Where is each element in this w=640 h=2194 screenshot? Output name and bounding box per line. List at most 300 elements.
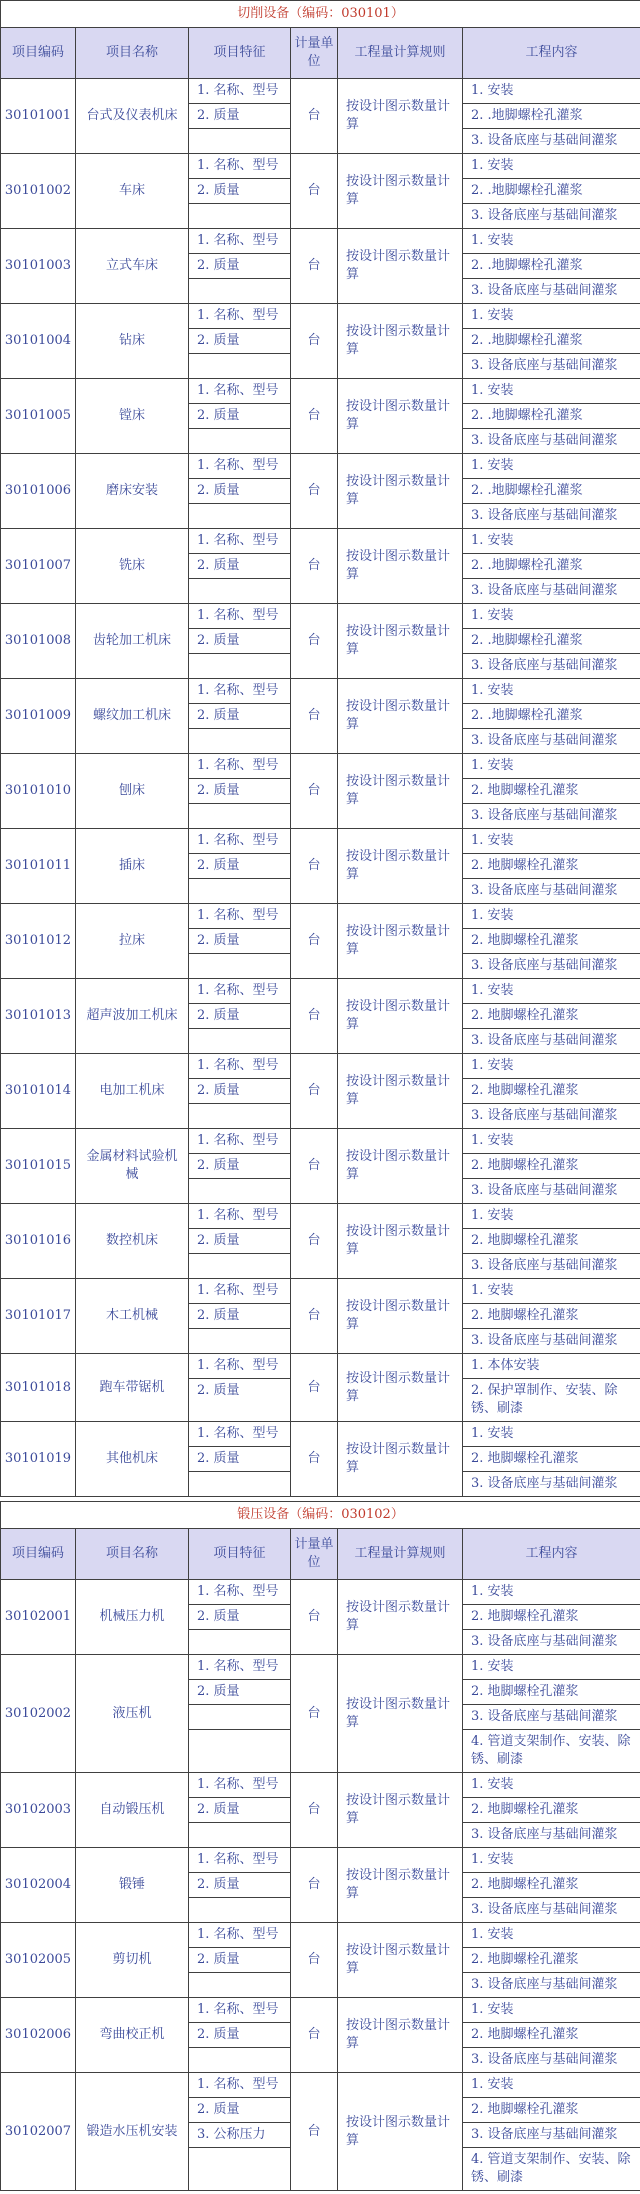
feature-line: 2. 质量 [189, 1605, 290, 1630]
item-unit: 台 [291, 154, 338, 229]
content-line: 3. 设备底座与基础间灌浆 [471, 1108, 618, 1123]
table-row [1, 604, 640, 679]
feature-line: 1. 名称、型号 [189, 604, 290, 629]
item-features [189, 454, 291, 529]
content-line: 2. .地脚螺栓孔灌浆 [463, 479, 640, 504]
table-row [1, 1354, 640, 1422]
item-code: 30101013 [1, 979, 76, 1054]
table-row [1, 904, 640, 979]
item-unit: 台 [291, 1848, 338, 1923]
content-line: 1. 安装 [463, 154, 640, 179]
table-row [1, 1655, 640, 1773]
content-line: 1. 安装 [463, 979, 640, 1004]
table-row [1, 79, 640, 154]
table-row [1, 1998, 640, 2073]
table-row [1, 1848, 640, 1923]
table-row [1, 1129, 640, 1204]
item-rule: 按设计图示数量计算 [338, 229, 463, 304]
feature-line: 2. 质量 [189, 779, 290, 804]
item-features [189, 979, 291, 1054]
feature-line: 1. 名称、型号 [189, 229, 290, 254]
item-rule: 按设计图示数量计算 [338, 1998, 463, 2073]
column-header-unit: 计量单位 [291, 28, 338, 79]
header-row [1, 1529, 640, 1580]
item-rule: 按设计图示数量计算 [338, 454, 463, 529]
item-name: 钻床 [76, 304, 189, 379]
item-unit: 台 [291, 2073, 338, 2191]
item-name: 其他机床 [76, 1422, 189, 1497]
content-line: 1. 安装 [463, 604, 640, 629]
item-contents [463, 1848, 640, 1923]
item-features [189, 604, 291, 679]
item-features [189, 154, 291, 229]
table-row [1, 1422, 640, 1497]
item-contents [463, 379, 640, 454]
item-unit: 台 [291, 379, 338, 454]
feature-line [189, 879, 290, 903]
content-line: 1. 安装 [463, 379, 640, 404]
content-line: 3. 设备底座与基础间灌浆 [471, 583, 618, 598]
feature-line [189, 1029, 290, 1053]
content-line: 3. 设备底座与基础间灌浆 [471, 958, 618, 973]
feature-line: 1. 名称、型号 [189, 304, 290, 329]
item-contents [463, 304, 640, 379]
item-name: 木工机械 [76, 1279, 189, 1354]
item-features [189, 1054, 291, 1129]
item-unit: 台 [291, 679, 338, 754]
item-unit: 台 [291, 1655, 338, 1773]
item-code: 30102001 [1, 1580, 76, 1655]
feature-line [189, 2148, 290, 2172]
item-unit: 台 [291, 1773, 338, 1848]
content-line: 2. .地脚螺栓孔灌浆 [463, 179, 640, 204]
feature-line: 1. 名称、型号 [189, 1054, 290, 1079]
feature-line: 1. 名称、型号 [189, 1848, 290, 1873]
feature-line: 1. 名称、型号 [189, 79, 290, 104]
section-title-row [1, 1, 640, 28]
content-line: 1. 安装 [463, 1923, 640, 1948]
feature-line [189, 654, 290, 678]
item-code: 30101001 [1, 79, 76, 154]
feature-line: 3. 公称压力 [189, 2123, 290, 2148]
item-name: 拉床 [76, 904, 189, 979]
content-line: 2. 地脚螺栓孔灌浆 [463, 1304, 640, 1329]
item-unit: 台 [291, 604, 338, 679]
item-contents [463, 1279, 640, 1354]
content-line: 1. 安装 [463, 304, 640, 329]
feature-line: 2. 质量 [189, 104, 290, 129]
item-contents [463, 679, 640, 754]
item-name: 螺纹加工机床 [76, 679, 189, 754]
table-row [1, 679, 640, 754]
content-line: 1. 安装 [463, 2073, 640, 2098]
feature-line: 1. 名称、型号 [189, 1279, 290, 1304]
column-header-feature: 项目特征 [189, 28, 291, 79]
item-contents [463, 1354, 640, 1422]
content-line: 3. 设备底座与基础间灌浆 [471, 1033, 618, 1048]
feature-line [189, 1898, 290, 1922]
content-line: 3. 设备底座与基础间灌浆 [463, 2123, 640, 2148]
feature-line: 2. 质量 [189, 2098, 290, 2123]
content-line: 1. 安装 [463, 1204, 640, 1229]
item-code: 30102005 [1, 1923, 76, 1998]
feature-line: 1. 名称、型号 [189, 829, 290, 854]
item-unit: 台 [291, 79, 338, 154]
feature-line: 1. 名称、型号 [189, 979, 290, 1004]
item-code: 30101011 [1, 829, 76, 904]
item-name: 镗床 [76, 379, 189, 454]
content-line: 3. 设备底座与基础间灌浆 [471, 133, 618, 148]
section-title: 切削设备（编码：030101） [1, 1, 640, 28]
content-line: 1. 安装 [463, 229, 640, 254]
item-code: 30101017 [1, 1279, 76, 1354]
content-line: 1. 安装 [463, 679, 640, 704]
item-features [189, 679, 291, 754]
content-line: 2. 地脚螺栓孔灌浆 [463, 1948, 640, 1973]
feature-line [189, 1630, 290, 1654]
item-name: 锻锤 [76, 1848, 189, 1923]
table-row [1, 754, 640, 829]
content-line: 3. 设备底座与基础间灌浆 [471, 1634, 618, 1649]
item-rule: 按设计图示数量计算 [338, 1848, 463, 1923]
table-row [1, 1279, 640, 1354]
item-contents [463, 1655, 640, 1773]
feature-line: 1. 名称、型号 [189, 1129, 290, 1154]
feature-line: 2. 质量 [189, 1154, 290, 1179]
item-rule: 按设计图示数量计算 [338, 1354, 463, 1422]
content-line: 2. 地脚螺栓孔灌浆 [463, 1447, 640, 1472]
item-rule: 按设计图示数量计算 [338, 2073, 463, 2191]
table-row [1, 304, 640, 379]
item-features [189, 1773, 291, 1848]
content-line: 2. 地脚螺栓孔灌浆 [463, 779, 640, 804]
item-rule: 按设计图示数量计算 [338, 904, 463, 979]
feature-line [189, 204, 290, 228]
item-rule: 按设计图示数量计算 [338, 1655, 463, 1773]
content-line: 3. 设备底座与基础间灌浆 [471, 2052, 618, 2067]
content-line: 2. 地脚螺栓孔灌浆 [463, 1798, 640, 1823]
item-name: 车床 [76, 154, 189, 229]
feature-line [189, 804, 290, 828]
content-line: 2. .地脚螺栓孔灌浆 [463, 554, 640, 579]
item-rule: 按设计图示数量计算 [338, 679, 463, 754]
content-line: 3. 设备底座与基础间灌浆 [471, 808, 618, 823]
feature-line: 1. 名称、型号 [189, 1923, 290, 1948]
feature-line [189, 429, 290, 453]
item-unit: 台 [291, 1204, 338, 1279]
content-line: 3. 设备底座与基础间灌浆 [471, 208, 618, 223]
content-line: 3. 设备底座与基础间灌浆 [471, 883, 618, 898]
item-name: 刨床 [76, 754, 189, 829]
item-code: 30102006 [1, 1998, 76, 2073]
item-code: 30101019 [1, 1422, 76, 1497]
item-unit: 台 [291, 1998, 338, 2073]
item-rule: 按设计图示数量计算 [338, 829, 463, 904]
content-line: 3. 设备底座与基础间灌浆 [471, 1827, 618, 1842]
item-name: 台式及仪表机床 [76, 79, 189, 154]
feature-line [189, 579, 290, 603]
item-features [189, 1998, 291, 2073]
feature-line [189, 354, 290, 378]
column-header-unit: 计量单位 [291, 1529, 338, 1580]
table-row [1, 829, 640, 904]
feature-line: 2. 质量 [197, 1383, 240, 1398]
item-rule: 按设计图示数量计算 [338, 529, 463, 604]
content-line: 1. 安装 [463, 79, 640, 104]
feature-line: 1. 名称、型号 [189, 1204, 290, 1229]
content-line: 1. 安装 [463, 1580, 640, 1605]
feature-line: 2. 质量 [189, 2023, 290, 2048]
section-title-row [1, 1502, 640, 1529]
item-contents [463, 1204, 640, 1279]
feature-line [189, 1472, 290, 1496]
item-features [189, 904, 291, 979]
item-features [189, 1923, 291, 1998]
feature-line: 2. 质量 [189, 629, 290, 654]
item-rule: 按设计图示数量计算 [338, 1923, 463, 1998]
content-line: 1. 安装 [463, 1998, 640, 2023]
item-code: 30101005 [1, 379, 76, 454]
content-line: 3. 设备底座与基础间灌浆 [471, 658, 618, 673]
item-code: 30101007 [1, 529, 76, 604]
content-line: 2. 保护罩制作、安装、除锈、刷漆 [471, 1383, 618, 1416]
content-line: 1. 安装 [463, 1279, 640, 1304]
feature-line: 1. 名称、型号 [189, 1655, 290, 1680]
item-code: 30101002 [1, 154, 76, 229]
content-line: 1. 安装 [463, 1773, 640, 1798]
content-line: 3. 设备底座与基础间灌浆 [471, 1183, 618, 1198]
feature-line [189, 504, 290, 528]
item-name: 超声波加工机床 [76, 979, 189, 1054]
feature-line: 1. 名称、型号 [189, 454, 290, 479]
item-code: 30102002 [1, 1655, 76, 1773]
item-rule: 按设计图示数量计算 [338, 979, 463, 1054]
content-line: 3. 设备底座与基础间灌浆 [463, 1705, 640, 1730]
column-header-rule: 工程量计算规则 [338, 1529, 463, 1580]
content-line: 3. 设备底座与基础间灌浆 [471, 1258, 618, 1273]
table-row [1, 229, 640, 304]
item-unit: 台 [291, 1580, 338, 1655]
feature-line [189, 279, 290, 303]
feature-line: 1. 名称、型号 [189, 1998, 290, 2023]
item-rule: 按设计图示数量计算 [338, 1129, 463, 1204]
item-unit: 台 [291, 304, 338, 379]
item-code: 30101018 [1, 1354, 76, 1422]
item-name: 弯曲校正机 [76, 1998, 189, 2073]
content-line: 2. 地脚螺栓孔灌浆 [463, 2098, 640, 2123]
header-row [1, 28, 640, 79]
feature-line [189, 1179, 290, 1203]
column-header-feature: 项目特征 [189, 1529, 291, 1580]
item-features [189, 1422, 291, 1497]
item-name: 插床 [76, 829, 189, 904]
item-rule: 按设计图示数量计算 [338, 154, 463, 229]
item-features [189, 1848, 291, 1923]
item-features [189, 1129, 291, 1204]
item-contents [463, 1923, 640, 1998]
feature-line: 2. 质量 [189, 704, 290, 729]
feature-line [189, 2048, 290, 2072]
feature-line: 2. 质量 [189, 179, 290, 204]
feature-line [189, 129, 290, 153]
item-name: 金属材料试验机械 [76, 1129, 189, 1204]
content-line: 1. 安装 [463, 754, 640, 779]
feature-line [189, 1705, 290, 1730]
item-features [189, 229, 291, 304]
item-rule: 按设计图示数量计算 [338, 754, 463, 829]
content-line: 1. 安装 [463, 829, 640, 854]
content-line: 2. 地脚螺栓孔灌浆 [463, 1873, 640, 1898]
item-rule: 按设计图示数量计算 [338, 1204, 463, 1279]
item-contents [463, 1054, 640, 1129]
feature-line [189, 729, 290, 753]
item-unit: 台 [291, 829, 338, 904]
table-row [1, 1580, 640, 1655]
content-line: 3. 设备底座与基础间灌浆 [471, 283, 618, 298]
item-code: 30101006 [1, 454, 76, 529]
content-line: 2. .地脚螺栓孔灌浆 [463, 704, 640, 729]
item-contents [463, 1129, 640, 1204]
content-line: 3. 设备底座与基础间灌浆 [471, 733, 618, 748]
item-contents [463, 529, 640, 604]
item-name: 磨床安装 [76, 454, 189, 529]
item-contents [463, 154, 640, 229]
content-line: 3. 设备底座与基础间灌浆 [471, 1902, 618, 1917]
content-line: 2. 地脚螺栓孔灌浆 [463, 1605, 640, 1630]
content-line: 1. 安装 [463, 454, 640, 479]
item-name: 剪切机 [76, 1923, 189, 1998]
feature-line [189, 1823, 290, 1847]
item-name: 齿轮加工机床 [76, 604, 189, 679]
item-contents [463, 1773, 640, 1848]
table-row [1, 1054, 640, 1129]
table-row [1, 1204, 640, 1279]
item-name: 立式车床 [76, 229, 189, 304]
item-code: 30101016 [1, 1204, 76, 1279]
item-code: 30101014 [1, 1054, 76, 1129]
item-contents [463, 829, 640, 904]
feature-line: 2. 质量 [189, 1948, 290, 1973]
item-unit: 台 [291, 754, 338, 829]
item-name: 铣床 [76, 529, 189, 604]
content-line: 1. 安装 [463, 1422, 640, 1447]
item-rule: 按设计图示数量计算 [338, 304, 463, 379]
content-line: 2. .地脚螺栓孔灌浆 [463, 404, 640, 429]
item-code: 30101003 [1, 229, 76, 304]
content-line: 2. 地脚螺栓孔灌浆 [463, 929, 640, 954]
feature-line [189, 1104, 290, 1128]
item-unit: 台 [291, 1422, 338, 1497]
item-unit: 台 [291, 1129, 338, 1204]
feature-line: 2. 质量 [189, 479, 290, 504]
content-line: 2. 地脚螺栓孔灌浆 [463, 2023, 640, 2048]
item-rule: 按设计图示数量计算 [338, 1054, 463, 1129]
item-name: 自动锻压机 [76, 1773, 189, 1848]
item-contents [463, 229, 640, 304]
content-line: 4. 管道支架制作、安装、除锈、刷漆 [471, 2152, 631, 2185]
content-line: 2. 地脚螺栓孔灌浆 [463, 1154, 640, 1179]
content-line: 1. 安装 [463, 1054, 640, 1079]
item-features [189, 1354, 291, 1422]
feature-line: 1. 名称、型号 [189, 379, 290, 404]
feature-line [189, 1329, 290, 1353]
item-contents [463, 754, 640, 829]
table-row [1, 979, 640, 1054]
feature-line [189, 1730, 290, 1754]
feature-line: 2. 质量 [189, 854, 290, 879]
content-line: 3. 设备底座与基础间灌浆 [471, 508, 618, 523]
feature-line: 2. 质量 [189, 554, 290, 579]
item-features [189, 1204, 291, 1279]
item-rule: 按设计图示数量计算 [338, 379, 463, 454]
item-rule: 按设计图示数量计算 [338, 1279, 463, 1354]
item-contents [463, 1998, 640, 2073]
table-row [1, 379, 640, 454]
item-unit: 台 [291, 229, 338, 304]
item-unit: 台 [291, 904, 338, 979]
item-name: 机械压力机 [76, 1580, 189, 1655]
column-header-code: 项目编码 [1, 28, 76, 79]
column-header-name: 项目名称 [76, 1529, 189, 1580]
item-name: 电加工机床 [76, 1054, 189, 1129]
item-features [189, 79, 291, 154]
content-line: 2. 地脚螺栓孔灌浆 [463, 1004, 640, 1029]
item-name: 跑车带锯机 [76, 1354, 189, 1422]
content-line: 2. .地脚螺栓孔灌浆 [463, 329, 640, 354]
item-contents [463, 904, 640, 979]
item-code: 30101012 [1, 904, 76, 979]
item-unit: 台 [291, 529, 338, 604]
column-header-content: 工程内容 [463, 1529, 640, 1580]
item-contents [463, 2073, 640, 2191]
table-row [1, 154, 640, 229]
feature-line: 2. 质量 [189, 254, 290, 279]
table-row [1, 1923, 640, 1998]
content-line: 2. 地脚螺栓孔灌浆 [463, 854, 640, 879]
table-row [1, 529, 640, 604]
content-line: 2. 地脚螺栓孔灌浆 [463, 1229, 640, 1254]
table-row [1, 454, 640, 529]
item-code: 30101009 [1, 679, 76, 754]
feature-line [189, 954, 290, 978]
feature-line [189, 1254, 290, 1278]
item-rule: 按设计图示数量计算 [338, 1580, 463, 1655]
column-header-name: 项目名称 [76, 28, 189, 79]
content-line: 2. .地脚螺栓孔灌浆 [463, 104, 640, 129]
item-contents [463, 79, 640, 154]
feature-line: 1. 名称、型号 [189, 754, 290, 779]
feature-line: 2. 质量 [189, 1079, 290, 1104]
feature-line [189, 1973, 290, 1997]
feature-line: 1. 名称、型号 [189, 2073, 290, 2098]
content-line: 4. 管道支架制作、安装、除锈、刷漆 [471, 1734, 631, 1767]
item-rule: 按设计图示数量计算 [338, 79, 463, 154]
content-line: 1. 安装 [463, 1655, 640, 1680]
item-code: 30102007 [1, 2073, 76, 2191]
feature-line: 2. 质量 [189, 1798, 290, 1823]
content-line: 1. 安装 [463, 1848, 640, 1873]
item-unit: 台 [291, 979, 338, 1054]
feature-line: 2. 质量 [189, 1873, 290, 1898]
content-line: 3. 设备底座与基础间灌浆 [471, 433, 618, 448]
content-line: 3. 设备底座与基础间灌浆 [471, 1977, 618, 1992]
item-features [189, 529, 291, 604]
feature-line: 1. 名称、型号 [189, 904, 290, 929]
content-line: 2. 地脚螺栓孔灌浆 [463, 1079, 640, 1104]
item-rule: 按设计图示数量计算 [338, 1422, 463, 1497]
item-features [189, 829, 291, 904]
item-features [189, 2073, 291, 2191]
